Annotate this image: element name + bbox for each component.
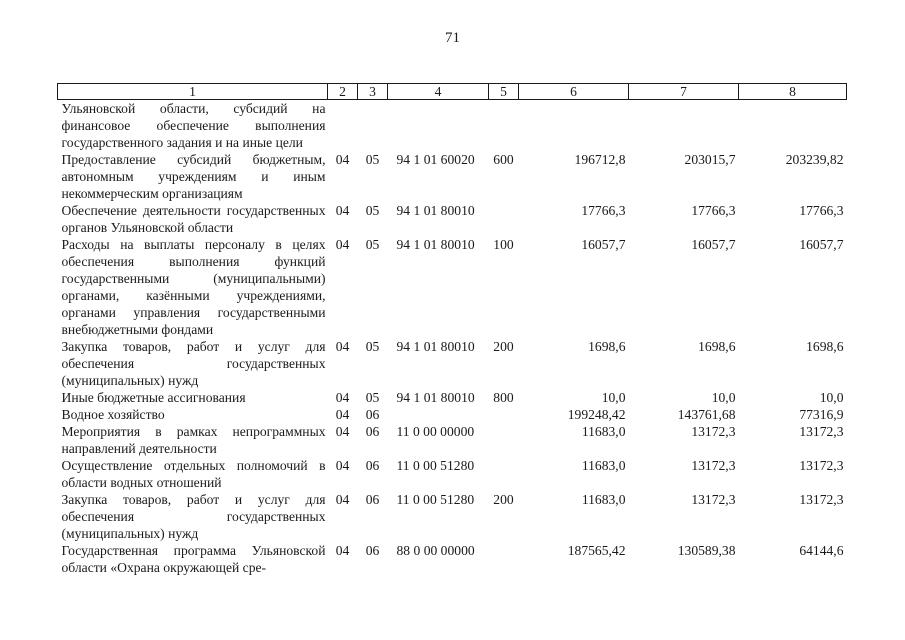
row-target-code: 94 1 01 60020 [396, 152, 475, 167]
row-expense-type [489, 457, 519, 491]
row-value-year2: 1698,6 [698, 339, 736, 354]
row-value-year1: 196712,8 [574, 152, 626, 167]
row-target-code: 94 1 01 80010 [396, 237, 475, 252]
row-subsection: 05 [365, 339, 380, 354]
table-row [58, 542, 847, 576]
table-row [58, 457, 847, 491]
row-expense-type [489, 423, 519, 457]
row-value-year1: 199248,42 [567, 407, 626, 422]
row-subsection: 05 [365, 237, 380, 252]
row-value-year1: 11683,0 [581, 458, 626, 473]
row-value-year3: 10,0 [819, 390, 844, 405]
row-name: Расходы на выплаты персоналу в целях обеспечения выполнения функций государственными (муниципальными) органами, казёнными учреждениями, органами управления государственными внебюджетными фондами [61, 237, 326, 337]
row-name: Иные бюджетные ассигнования [61, 390, 246, 405]
column-header-2: 2 [328, 84, 358, 100]
row-name: Закупка товаров, работ и услуг для обеспечения государственных (муниципальных) нужд [61, 492, 326, 541]
row-value-year3: 17766,3 [799, 203, 844, 218]
row-name: Мероприятия в рамках непрограммных направлений деятельности [61, 424, 326, 456]
row-subsection [358, 100, 388, 152]
row-target-code: 94 1 01 80010 [396, 203, 475, 218]
row-value-year1: 17766,3 [581, 203, 626, 218]
row-expense-type: 100 [493, 237, 514, 252]
row-section: 04 [335, 203, 350, 218]
row-subsection: 06 [365, 424, 380, 439]
column-header-5: 5 [489, 84, 519, 100]
row-target-code: 94 1 01 80010 [396, 339, 475, 354]
row-expense-type: 200 [493, 339, 514, 354]
row-section: 04 [335, 152, 350, 167]
row-value-year2: 16057,7 [691, 237, 736, 252]
row-name: Государственная программа Ульяновской области «Охрана окружающей сре- [61, 543, 326, 575]
table-row [58, 236, 847, 338]
row-value-year1: 1698,6 [588, 339, 626, 354]
row-value-year3: 16057,7 [799, 237, 844, 252]
row-value-year2: 13172,3 [691, 458, 736, 473]
column-header-8: 8 [739, 84, 847, 100]
column-header-4: 4 [388, 84, 489, 100]
row-value-year1 [519, 100, 629, 152]
row-subsection: 06 [365, 492, 380, 507]
row-section [328, 100, 358, 152]
row-target-code: 88 0 00 00000 [396, 543, 475, 558]
row-subsection: 06 [365, 407, 380, 422]
row-name: Осуществление отдельных полномочий в области водных отношений [61, 458, 326, 490]
row-section: 04 [335, 492, 350, 507]
row-value-year2: 143761,68 [677, 407, 736, 422]
row-value-year3: 203239,82 [785, 152, 844, 167]
row-expense-type [489, 100, 519, 152]
row-subsection: 06 [365, 543, 380, 558]
row-value-year2: 10,0 [711, 390, 736, 405]
row-expense-type [489, 542, 519, 576]
row-value-year2: 17766,3 [691, 203, 736, 218]
row-name: Водное хозяйство [61, 407, 165, 422]
row-value-year2: 203015,7 [684, 152, 736, 167]
row-section: 04 [335, 390, 350, 405]
row-section: 04 [335, 237, 350, 252]
page-number: 71 [445, 30, 460, 46]
row-value-year3: 13172,3 [799, 492, 844, 507]
row-name: Ульяновской области, субсидий на финансовое обеспечение выполнения государственного задания и на иные цели [61, 101, 326, 150]
row-target-code: 11 0 00 51280 [396, 492, 475, 507]
table-row [58, 151, 847, 202]
row-value-year2: 13172,3 [691, 424, 736, 439]
table-row [58, 338, 847, 389]
table-row [58, 423, 847, 457]
row-name: Закупка товаров, работ и услуг для обеспечения государственных (муниципальных) нужд [61, 339, 326, 388]
table-row [58, 202, 847, 236]
row-value-year1: 10,0 [601, 390, 626, 405]
row-value-year3: 13172,3 [799, 458, 844, 473]
budget-table [57, 83, 847, 576]
row-value-year1: 187565,42 [567, 543, 626, 558]
row-value-year3: 1698,6 [806, 339, 844, 354]
row-expense-type [489, 406, 519, 423]
row-value-year2: 130589,38 [677, 543, 736, 558]
row-value-year3 [739, 100, 847, 152]
row-section: 04 [335, 407, 350, 422]
row-subsection: 05 [365, 203, 380, 218]
row-name: Обеспечение деятельности государственных органов Ульяновской области [61, 203, 326, 235]
row-subsection: 06 [365, 458, 380, 473]
column-header-6: 6 [519, 84, 629, 100]
row-value-year1: 11683,0 [581, 492, 626, 507]
row-target-code [388, 406, 489, 423]
row-expense-type [489, 202, 519, 236]
row-value-year1: 11683,0 [581, 424, 626, 439]
row-value-year2 [629, 100, 739, 152]
column-header-7: 7 [629, 84, 739, 100]
row-expense-type: 800 [493, 390, 514, 405]
row-expense-type: 600 [493, 152, 514, 167]
table-row [58, 100, 847, 152]
row-value-year2: 13172,3 [691, 492, 736, 507]
column-header-3: 3 [358, 84, 388, 100]
row-section: 04 [335, 339, 350, 354]
row-name: Предоставление субсидий бюджетным, автономным учреждениям и иным некоммерческим организациям [61, 152, 326, 201]
row-value-year3: 13172,3 [799, 424, 844, 439]
column-number-row [58, 84, 847, 100]
row-target-code: 94 1 01 80010 [396, 390, 475, 405]
table-row [58, 389, 847, 406]
row-section: 04 [335, 543, 350, 558]
row-target-code [388, 100, 489, 152]
row-subsection: 05 [365, 390, 380, 405]
row-value-year1: 16057,7 [581, 237, 626, 252]
table-row [58, 406, 847, 423]
row-section: 04 [335, 458, 350, 473]
row-target-code: 11 0 00 00000 [396, 424, 475, 439]
column-header-1: 1 [58, 84, 328, 100]
row-value-year3: 77316,9 [799, 407, 844, 422]
table-row [58, 491, 847, 542]
row-expense-type: 200 [493, 492, 514, 507]
row-subsection: 05 [365, 152, 380, 167]
row-target-code: 11 0 00 51280 [396, 458, 475, 473]
row-section: 04 [335, 424, 350, 439]
row-value-year3: 64144,6 [799, 543, 844, 558]
